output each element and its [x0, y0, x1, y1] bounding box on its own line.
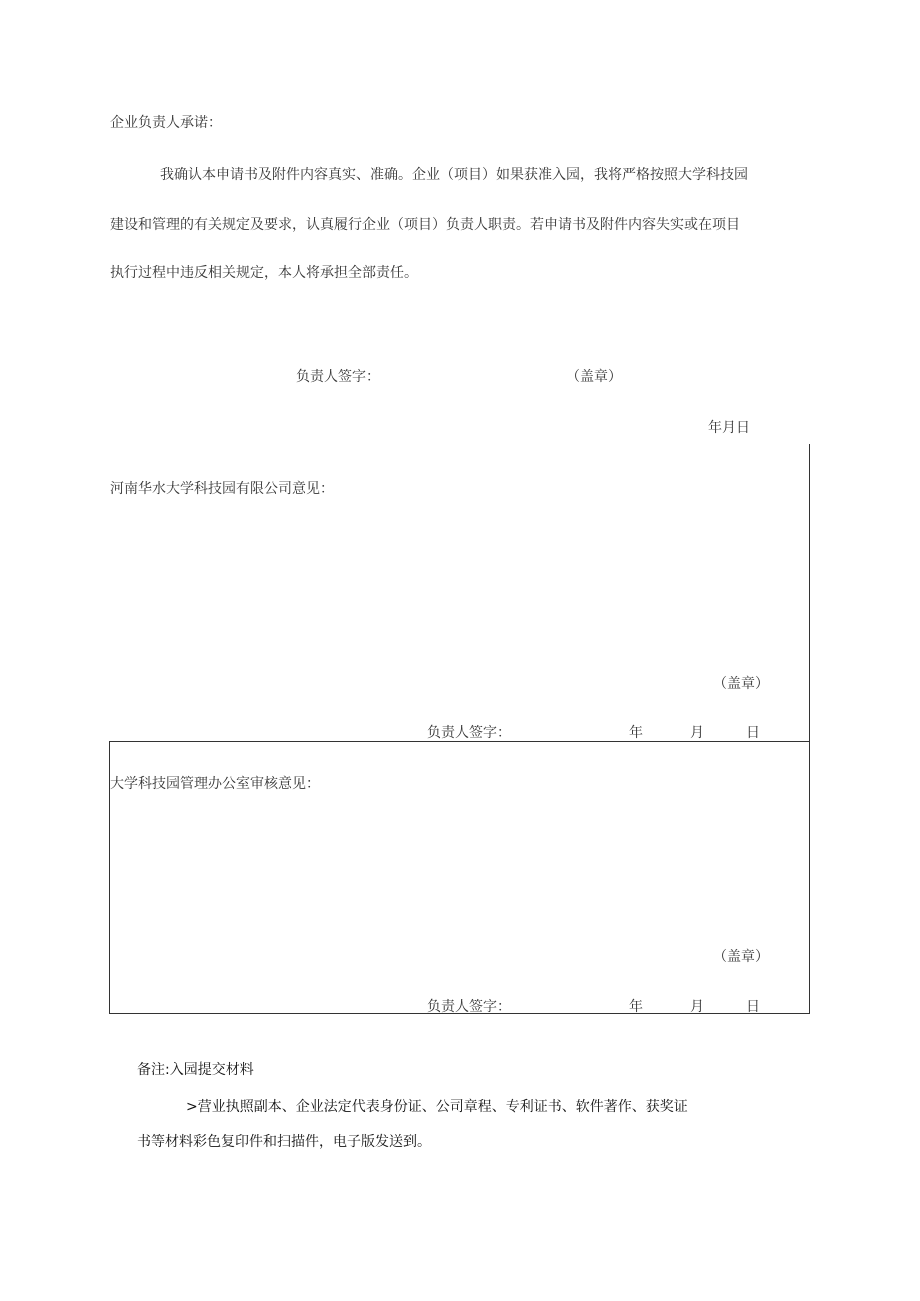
notes-line-2: 书等材料彩色复印件和扫描件，电子版发送到。 [137, 1134, 431, 1150]
company-date-year: 年 [629, 725, 643, 741]
office-sign-label: 负责人签字： [427, 999, 511, 1015]
office-seal-label: （盖章） [713, 949, 769, 965]
commitment-paragraph-line-1: 我确认本申请书及附件内容真实、准确。企业（项目）如果获准入园，我将严格按照大学科技园 [160, 167, 748, 183]
commitment-sign-label: 负责人签字： [296, 369, 380, 385]
office-date-year: 年 [629, 999, 643, 1015]
company-date-day: 日 [746, 725, 760, 741]
commitment-heading: 企业负责人承诺： [110, 115, 222, 131]
office-date-month: 月 [690, 999, 704, 1015]
company-seal-label: （盖章） [713, 676, 769, 692]
notes-title: 备注:入园提交材料 [137, 1062, 254, 1078]
company-opinion-title: 河南华水大学科技园有限公司意见： [110, 481, 334, 497]
notes-line-1: >营业执照副本、企业法定代表身份证、公司章程、专利证书、软件著作、获奖证 [186, 1099, 688, 1115]
table-right-border [809, 444, 810, 1013]
commitment-date-label: 年月日 [708, 420, 750, 436]
commitment-paragraph-line-2: 建设和管理的有关规定及要求，认真履行企业（项目）负责人职责。若申请书及附件内容失实或在项目 [110, 217, 740, 233]
company-date-month: 月 [690, 725, 704, 741]
commitment-seal-label: （盖章） [566, 369, 622, 385]
commitment-paragraph-line-3: 执行过程中违反相关规定，本人将承担全部责任。 [110, 265, 418, 281]
office-opinion-title: 大学科技园管理办公室审核意见： [110, 776, 320, 792]
office-date-day: 日 [746, 999, 760, 1015]
company-sign-label: 负责人签字： [427, 725, 511, 741]
